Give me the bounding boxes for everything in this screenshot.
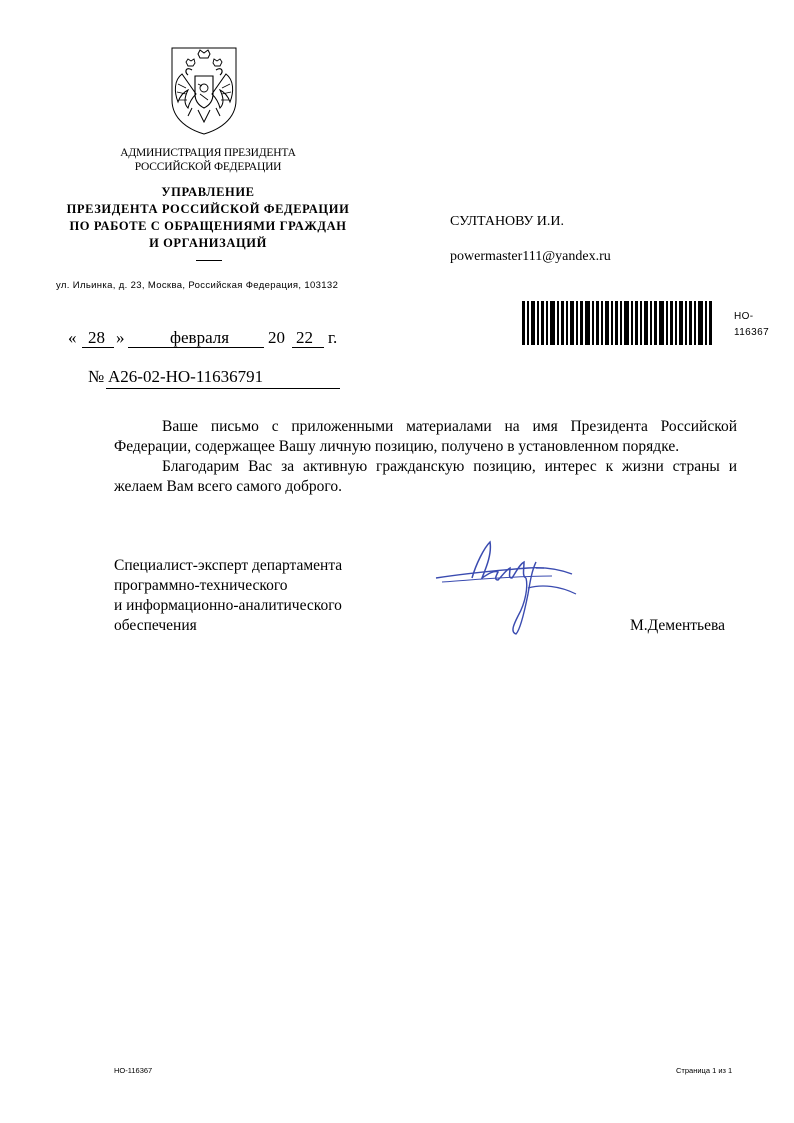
signer-title-line2: программно-технического bbox=[114, 577, 288, 594]
signer-title-line4: обеспечения bbox=[114, 617, 197, 634]
barcode bbox=[522, 301, 712, 345]
signer-title-line1: Специалист-эксперт департамента bbox=[114, 557, 343, 574]
signer-name: М.Дементьева bbox=[630, 617, 725, 634]
department-title-line2: ПРЕЗИДЕНТА РОССИЙСКОЙ ФЕДЕРАЦИИ bbox=[66, 202, 350, 216]
department-title-line4: И ОРГАНИЗАЦИЙ bbox=[149, 236, 267, 250]
date-century: 20 bbox=[268, 328, 285, 347]
signer-title-line3: и информационно-аналитического bbox=[114, 597, 342, 614]
admin-title-line1: АДМИНИСТРАЦИЯ ПРЕЗИДЕНТА bbox=[120, 147, 296, 159]
date-year-suffix: г. bbox=[328, 328, 338, 347]
department-divider bbox=[196, 260, 222, 261]
reference-number-sign: № bbox=[88, 367, 105, 386]
department-title-line3: ПО РАБОТЕ С ОБРАЩЕНИЯМИ ГРАЖДАН bbox=[69, 219, 347, 233]
letter-body bbox=[114, 417, 737, 497]
date-day-underline bbox=[82, 347, 114, 348]
date-year: 22 bbox=[296, 328, 313, 347]
sender-address: ул. Ильинка, д. 23, Москва, Российская Федерация, 103132 bbox=[56, 280, 339, 291]
recipient-email: powermaster111@yandex.ru bbox=[450, 249, 611, 264]
footer-document-id: НО-116367 bbox=[114, 1066, 153, 1075]
date-open-quote: « bbox=[68, 328, 77, 347]
date-year-underline bbox=[292, 347, 324, 348]
coat-of-arms-emblem bbox=[162, 44, 246, 136]
date-month-underline bbox=[128, 347, 264, 348]
department-title-line1: УПРАВЛЕНИЕ bbox=[161, 185, 255, 199]
reference-number: А26-02-НО-11636791 bbox=[108, 367, 264, 386]
date-month: февраля bbox=[170, 328, 230, 347]
admin-title-line2: РОССИЙСКОЙ ФЕДЕРАЦИИ bbox=[134, 161, 282, 173]
date-close-quote: » bbox=[116, 328, 125, 347]
footer-page-number: Страница 1 из 1 bbox=[676, 1066, 733, 1075]
body-paragraph-1: Ваше письмо с приложенными материалами на имя Президента Российской Федерации, содержащее Вашу личную позицию, получено в установленном порядке. bbox=[114, 418, 737, 455]
barcode-number-line2: 116367 bbox=[734, 327, 770, 338]
date-day: 28 bbox=[88, 328, 105, 347]
handwritten-signature bbox=[432, 534, 582, 638]
body-paragraph-2: Благодарим Вас за активную гражданскую позицию, интерес к жизни страны и желаем Вам всего самого доброго. bbox=[114, 458, 737, 495]
barcode-number-line1: НО- bbox=[734, 311, 754, 322]
reference-number-underline bbox=[106, 388, 340, 389]
recipient-name: СУЛТАНОВУ И.И. bbox=[450, 214, 565, 229]
